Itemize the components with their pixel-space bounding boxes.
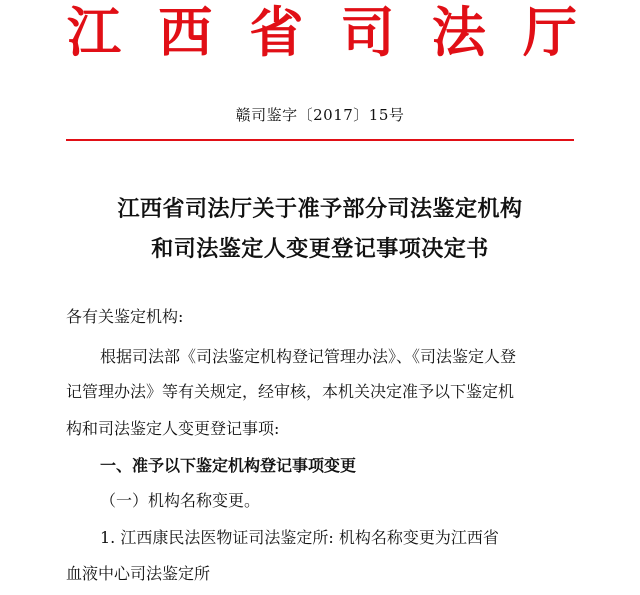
salutation: 各有关鉴定机构: bbox=[66, 307, 184, 326]
masthead-char: 法 bbox=[431, 0, 486, 64]
masthead-char: 省 bbox=[249, 0, 304, 64]
list-item-line: 1. 江西康民法医物证司法鉴定所: 机构名称变更为江西省 bbox=[100, 528, 499, 547]
masthead-char: 西 bbox=[158, 0, 213, 64]
masthead-char: 江 bbox=[67, 0, 121, 64]
document-title-line-1: 江西省司法厅关于准予部分司法鉴定机构 bbox=[117, 196, 523, 222]
document-number: 赣司鉴字〔2017〕15号 bbox=[235, 106, 405, 124]
section-heading: 一、准予以下鉴定机构登记事项变更 bbox=[100, 456, 357, 475]
masthead-char: 司 bbox=[340, 0, 395, 64]
masthead-title bbox=[62, 0, 582, 64]
document-title-line-2: 和司法鉴定人变更登记事项决定书 bbox=[151, 236, 489, 262]
list-item-line: 血液中心司法鉴定所 bbox=[66, 564, 211, 583]
red-divider bbox=[66, 139, 574, 141]
paragraph-line: 记管理办法》等有关规定，经审核，本机关决定准予以下鉴定机 bbox=[66, 382, 515, 401]
paragraph-line: 根据司法部《司法鉴定机构登记管理办法》、《司法鉴定人登 bbox=[100, 347, 517, 366]
masthead-char: 厅 bbox=[522, 0, 577, 64]
subsection-heading: （一）机构名称变更。 bbox=[100, 491, 261, 510]
paragraph-line: 构和司法鉴定人变更登记事项: bbox=[66, 419, 280, 438]
